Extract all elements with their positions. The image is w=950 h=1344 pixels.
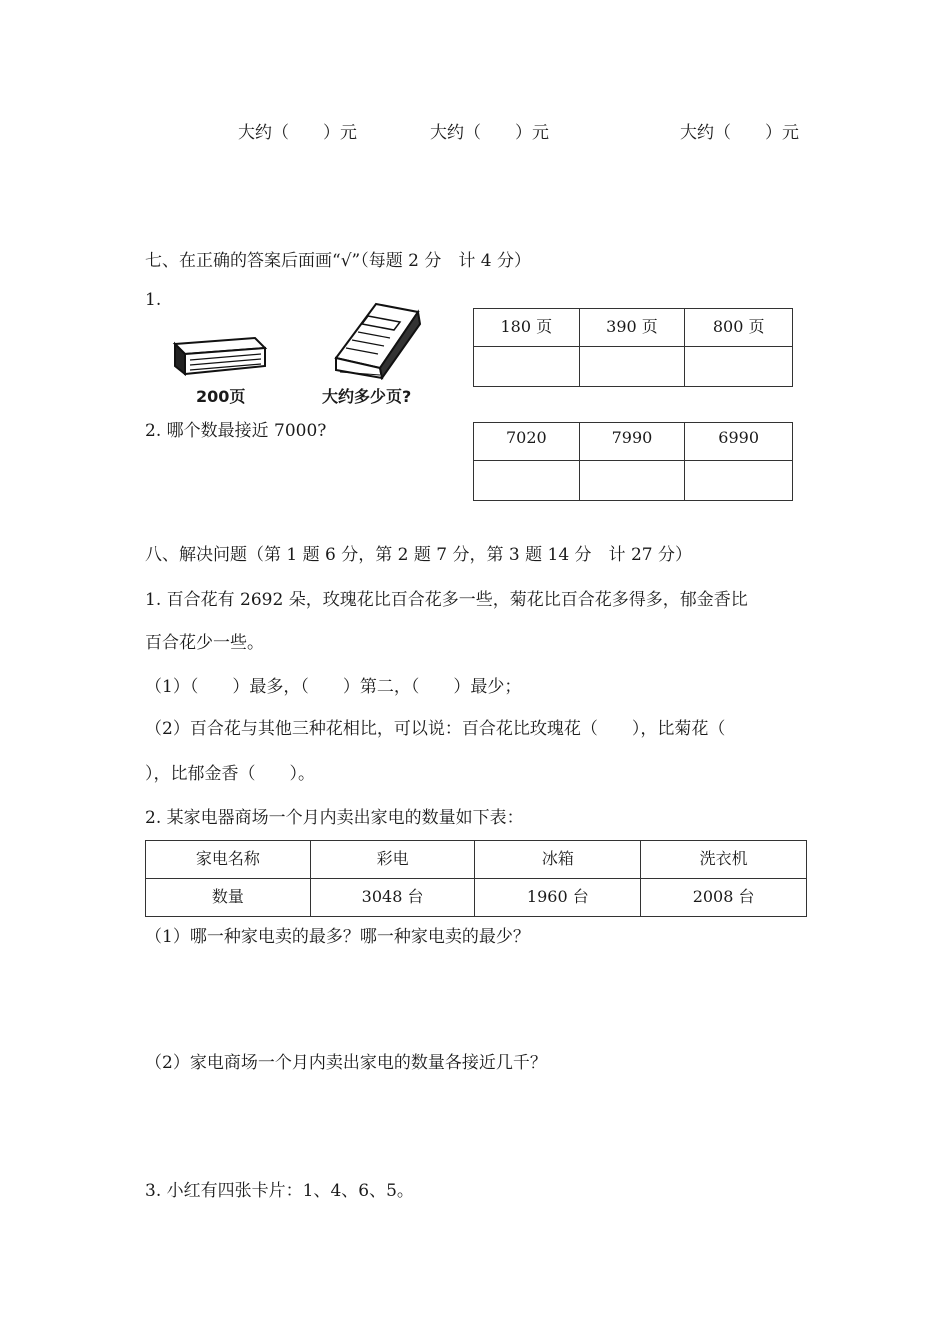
section8-q3-text: 3. 小红有四张卡片：1、4、6、5。	[145, 1181, 414, 1201]
table-cell: 2008 台	[641, 879, 807, 917]
section8-q1-line1: 1. 百合花有 2692 朵，玫瑰花比百合花多一些，菊花比百合花多得多，郁金香比	[145, 590, 748, 610]
table-header-cell: 冰箱	[475, 841, 641, 879]
table-header-row	[146, 841, 807, 879]
book-caption: 200页	[196, 387, 246, 406]
table-row	[146, 879, 807, 917]
option-cell: 7020	[474, 423, 580, 461]
q1-options-table	[473, 308, 793, 387]
section7-q1-number: 1.	[145, 290, 162, 310]
section8-q1-sub2-line2: ），比郁金香（ ）。	[145, 764, 315, 784]
section8-heading: 八、解决问题（第 1 题 6 分，第 2 题 7 分，第 3 题 14 分 计 27 分）	[145, 545, 692, 565]
answer-cell[interactable]	[579, 461, 685, 501]
table-cell: 1960 台	[475, 879, 641, 917]
answer-cell[interactable]	[474, 347, 580, 387]
table-cell: 3048 台	[310, 879, 475, 917]
estimate-blank-1: 大约（ ）元	[238, 123, 357, 143]
table-header-cell: 洗衣机	[641, 841, 807, 879]
book-illustration	[165, 330, 270, 378]
option-cell: 180 页	[474, 309, 580, 347]
answer-cell[interactable]	[685, 461, 793, 501]
thick-book-illustration	[328, 298, 423, 380]
section7-q2-text: 2. 哪个数最接近 7000?	[145, 421, 327, 441]
estimate-blank-3: 大约（ ）元	[680, 123, 799, 143]
option-cell: 6990	[685, 423, 793, 461]
section8-q2-text: 2. 某家电器商场一个月内卖出家电的数量如下表：	[145, 808, 524, 828]
answer-cell[interactable]	[579, 347, 685, 387]
section8-q1-sub2-line1: （2）百合花与其他三种花相比，可以说：百合花比玫瑰花（ ），比菊花（	[145, 719, 726, 739]
section8-q2-sub2: （2）家电商场一个月内卖出家电的数量各接近几千？	[145, 1053, 547, 1073]
section8-q2-sub1: （1）哪一种家电卖的最多？哪一种家电卖的最少？	[145, 927, 530, 947]
estimate-blank-2: 大约（ ）元	[430, 123, 549, 143]
appliance-sales-table	[145, 840, 807, 917]
table-header-cell: 彩电	[310, 841, 475, 879]
table-header-cell: 家电名称	[146, 841, 311, 879]
thick-book-caption: 大约多少页?	[322, 387, 412, 406]
section7-heading: 七、在正确的答案后面画“√”（每题 2 分 计 4 分）	[145, 251, 531, 271]
table-cell: 数量	[146, 879, 311, 917]
answer-cell[interactable]	[474, 461, 580, 501]
option-cell: 7990	[579, 423, 685, 461]
option-cell: 390 页	[579, 309, 685, 347]
answer-cell[interactable]	[685, 347, 793, 387]
q2-options-table	[473, 422, 793, 501]
section8-q1-line2: 百合花少一些。	[145, 633, 264, 653]
section8-q1-sub1: （1）（ ）最多，（ ）第二，（ ）最少；	[145, 677, 522, 697]
option-cell: 800 页	[685, 309, 793, 347]
